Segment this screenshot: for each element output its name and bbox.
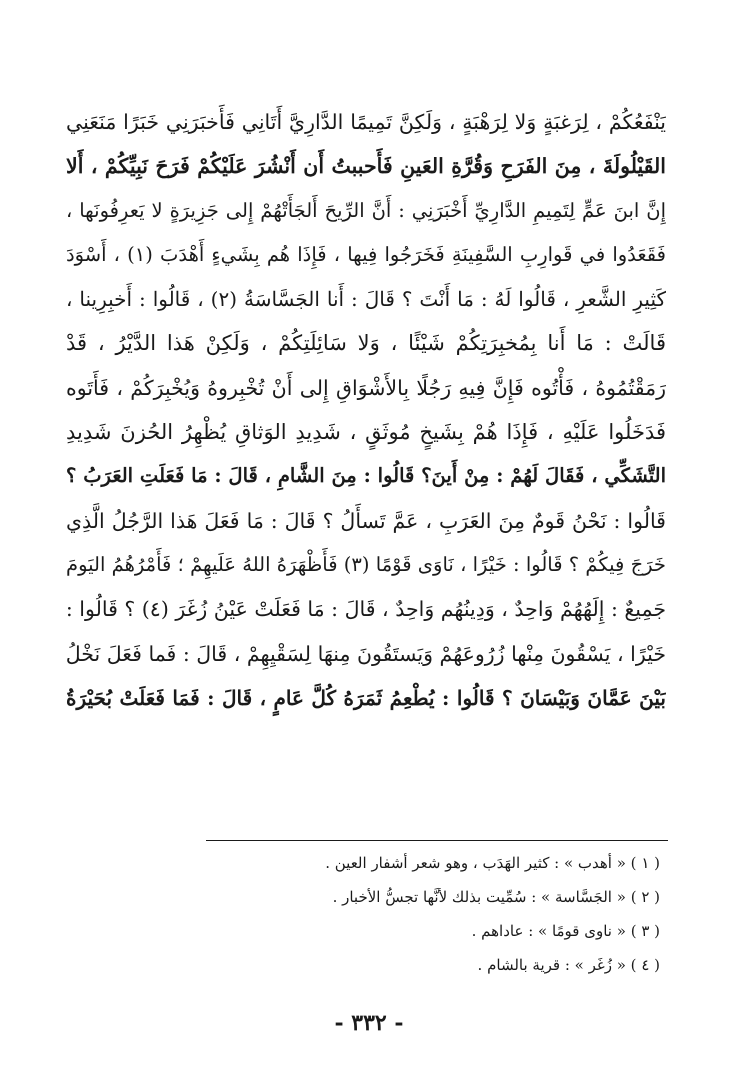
text-line-10: قَالُوا : نَحْنُ قَومٌ مِنَ العَرَبِ ، عَمَّ تَسأَلُ ؟ قَالَ : مَا فَعَلَ هَذا الرَّجُلُ الَّذِي bbox=[66, 508, 666, 533]
footnote-4: ( ٤ ) « زُغَر » : قرية بالشام . bbox=[477, 956, 660, 974]
text-line-12: جَمِيعٌ : إِلَهُهُمْ وَاحِدٌ ، وَدِينُهُم وَاحِدٌ ، قَالَ : مَا فَعَلَتْ عَيْنُ زُغَرَ (٤) ؟ قَالُوا : bbox=[66, 597, 666, 622]
text-line-7: رَمَقْتُمُوهُ ، فَأْتُوه فَإِنَّ فِيهِ رَجُلًا بِالأَشْوَاقِ إِلى أَنْ تُخْبِروهُ وَيُخْبِرَكُمْ ، فَأَتَوه bbox=[66, 375, 666, 400]
text-line-9: التَّشَكِّي ، فَقَالَ لَهُمْ : مِنْ أَينَ؟ قَالُوا : مِنَ الشَّامِ ، قَالَ : مَا فَعَلَتِ العَرَبُ ؟ bbox=[66, 464, 666, 488]
footnotes-block bbox=[200, 846, 660, 982]
text-line-1: يَنْفَعُكُمْ ، لِرَغبَةٍ وَلا لِرَهْبَةٍ ، وَلَكِنَّ تَمِيمًا الدَّارِيَّ أَتَانِي فَأَخبَرَنِي خَبَرًا مَنَعَنِي bbox=[66, 110, 666, 134]
text-line-6: قَالَتْ : مَا أَنا بِمُخبِرَتِكُمْ شَيْئًا ، وَلا سَائِلَتِكُمْ ، وَلَكِنْ هَذا الدَّيْرُ ، قَدْ bbox=[66, 331, 666, 356]
text-line-13: خَيْرًا ، يَسْقُونَ مِنْها زُرُوعَهُمْ وَيَستَقُونَ مِنهَا لِسَقْيِهِمْ ، قَالَ : فَما فَعَلَ نَخْلُ bbox=[66, 641, 666, 666]
text-line-4: فَقَعَدُوا في قَوارِبِ السَّفِينَةِ فَخَرَجُوا فِيها ، فَإِذَا هُم بِشَيءٍ أَهْدَبَ (١) ، أَسْوَدَ bbox=[66, 242, 666, 266]
text-line-8: فَدَخَلُوا عَلَيْهِ ، فَإِذَا هُمْ بِشَيخٍ مُوثَقٍ ، شَدِيدِ الوَثاقِ يُظْهِرُ الحُزنَ شَدِيدِ bbox=[66, 420, 666, 445]
footnote-2: ( ٢ ) « الجَسَّاسة » : سُمِّيت بذلك لأنَّها تجسُّ الأخبار . bbox=[332, 888, 660, 906]
main-text-block bbox=[66, 100, 666, 720]
footnote-separator-rule bbox=[206, 840, 668, 841]
text-line-14: بَيْنَ عَمَّانَ وَبَيْسَانَ ؟ قَالُوا : يُطْعِمُ ثَمَرَهُ كُلَّ عَامٍ ، قَالَ : فَمَا فَعَلَتْ بُحَيْرَةُ bbox=[66, 685, 666, 710]
text-line-11: خَرَجَ فِيكُمْ ؟ قَالُوا : خَيْرًا ، نَاوَى قَوْمًا (٣) فَأَظْهَرَهُ اللهُ عَلَيهِمْ ؛ فَأَمْرُهُمُ اليَومَ bbox=[66, 552, 666, 576]
text-line-5: كَثِيرِ الشَّعرِ ، قَالُوا لَهُ : مَا أَنْتَ ؟ قَالَ : أَنا الجَسَّاسَةُ (٢) ، قَالُوا : أَخبِرِينا ، bbox=[66, 287, 666, 312]
text-line-2: القَيْلُولَةَ ، مِنَ الفَرَحِ وَقُرَّةِ العَينِ فَأَحببتُ أَن أَنْشُرَ عَلَيْكُمْ فَرَحَ نَبِيِّكُمْ ، أَلا bbox=[66, 154, 666, 179]
footnote-1: ( ١ ) « أهدب » : كثير الهَدَب ، وهو شعر أشفار العين . bbox=[325, 854, 660, 872]
page-number: - ٣٣٢ - bbox=[334, 1010, 404, 1036]
text-line-3: إِنَّ ابنَ عَمٍّ لِتَمِيمِ الدَّارِيِّ أَخْبَرَنِي : أَنَّ الرِّيحَ أَلجَأَتْهُمْ إِلى جَزِيرَةٍ لا يَعرِفُونَها ، bbox=[66, 198, 666, 222]
footnote-3: ( ٣ ) « ناوى قومًا » : عاداهم . bbox=[471, 922, 660, 940]
